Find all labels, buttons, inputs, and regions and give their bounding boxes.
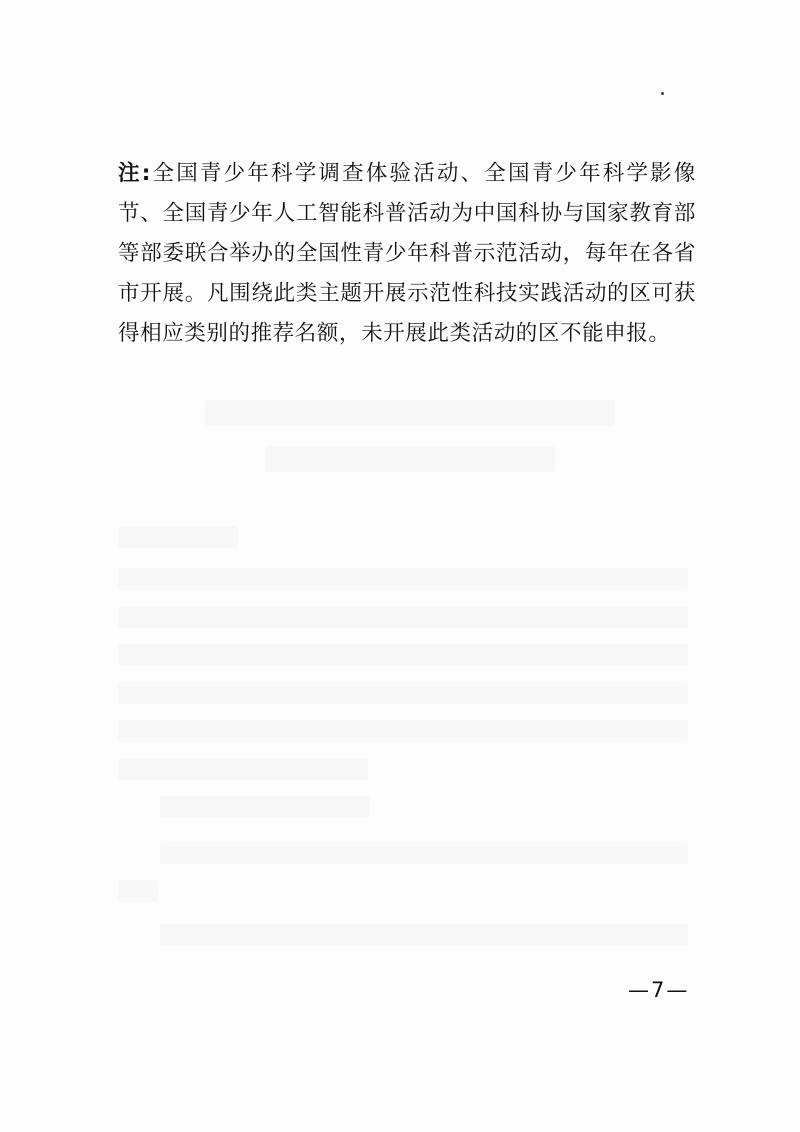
show-through-block <box>118 568 688 590</box>
note-paragraph <box>118 154 696 354</box>
show-through-block <box>118 606 688 628</box>
show-through-block <box>118 758 368 780</box>
note-label: 注: <box>118 161 151 186</box>
show-through-block <box>160 924 688 946</box>
page-number: —7— <box>628 978 690 1002</box>
show-through-block <box>118 880 158 902</box>
show-through-block <box>205 400 615 426</box>
show-through-block <box>160 796 370 818</box>
show-through-block <box>118 720 688 742</box>
show-through-block <box>118 526 238 548</box>
note-text: 全国青少年科学调查体验活动、全国青少年科学影像节、全国青少年人工智能科普活动为中国科协与国家教育部等部委联合举办的全国性青少年科普示范活动，每年在各省市开展。凡围绕此类主题开展示范性科技实践活动的区可获得相应类别的推荐名额，未开展此类活动的区不能申报。 <box>118 161 696 346</box>
scan-speck <box>661 92 664 95</box>
show-through-block <box>160 842 688 864</box>
show-through-block <box>118 644 688 666</box>
show-through-block <box>118 682 688 704</box>
show-through-block <box>265 446 555 472</box>
